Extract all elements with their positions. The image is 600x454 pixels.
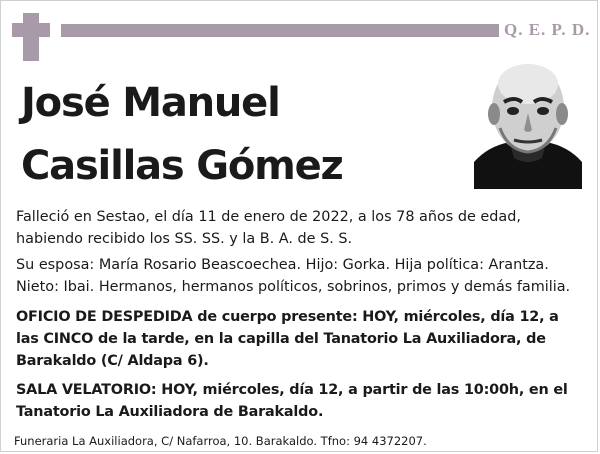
funeral-home-footer: Funeraria La Auxiliadora, C/ Nafarroa, 10. Barakaldo. Tfno: 94 4372207.: [14, 434, 427, 448]
deceased-name-last: Casillas Gómez: [21, 143, 343, 189]
family-paragraph: Su esposa: María Rosario Beascoechea. Hijo: Gorka. Hija política: Arantza. Nieto: Ibai. Hermanos, hermanos políticos, sobrinos, primos y demás familia.: [16, 257, 571, 295]
death-notice-paragraph: Falleció en Sestao, el día 11 de enero de 2022, a los 78 años de edad, habiendo recibido los SS. SS. y la B. A. de S. S.: [16, 209, 521, 247]
funeral-service-paragraph: OFICIO DE DESPEDIDA de cuerpo presente: HOY, miércoles, día 12, a las CINCO de la tarde, en la capilla del Tanatorio La Auxiliadora, de Barakaldo (C/ Aldapa 6).: [16, 309, 559, 369]
portrait-photo-drawing: [474, 58, 582, 189]
qepd-label: Q. E. P. D.: [504, 20, 591, 39]
cross-vertical-beam: [23, 13, 39, 61]
portrait-photo: [474, 58, 582, 189]
wake-room-paragraph: SALA VELATORIO: HOY, miércoles, día 12, a partir de las 10:00h, en el Tanatorio La Auxiliadora de Barakaldo.: [16, 382, 568, 420]
header-divider-bar: [61, 24, 499, 37]
cross-horizontal-beam: [12, 23, 50, 37]
deceased-name-first: José Manuel: [21, 80, 280, 126]
